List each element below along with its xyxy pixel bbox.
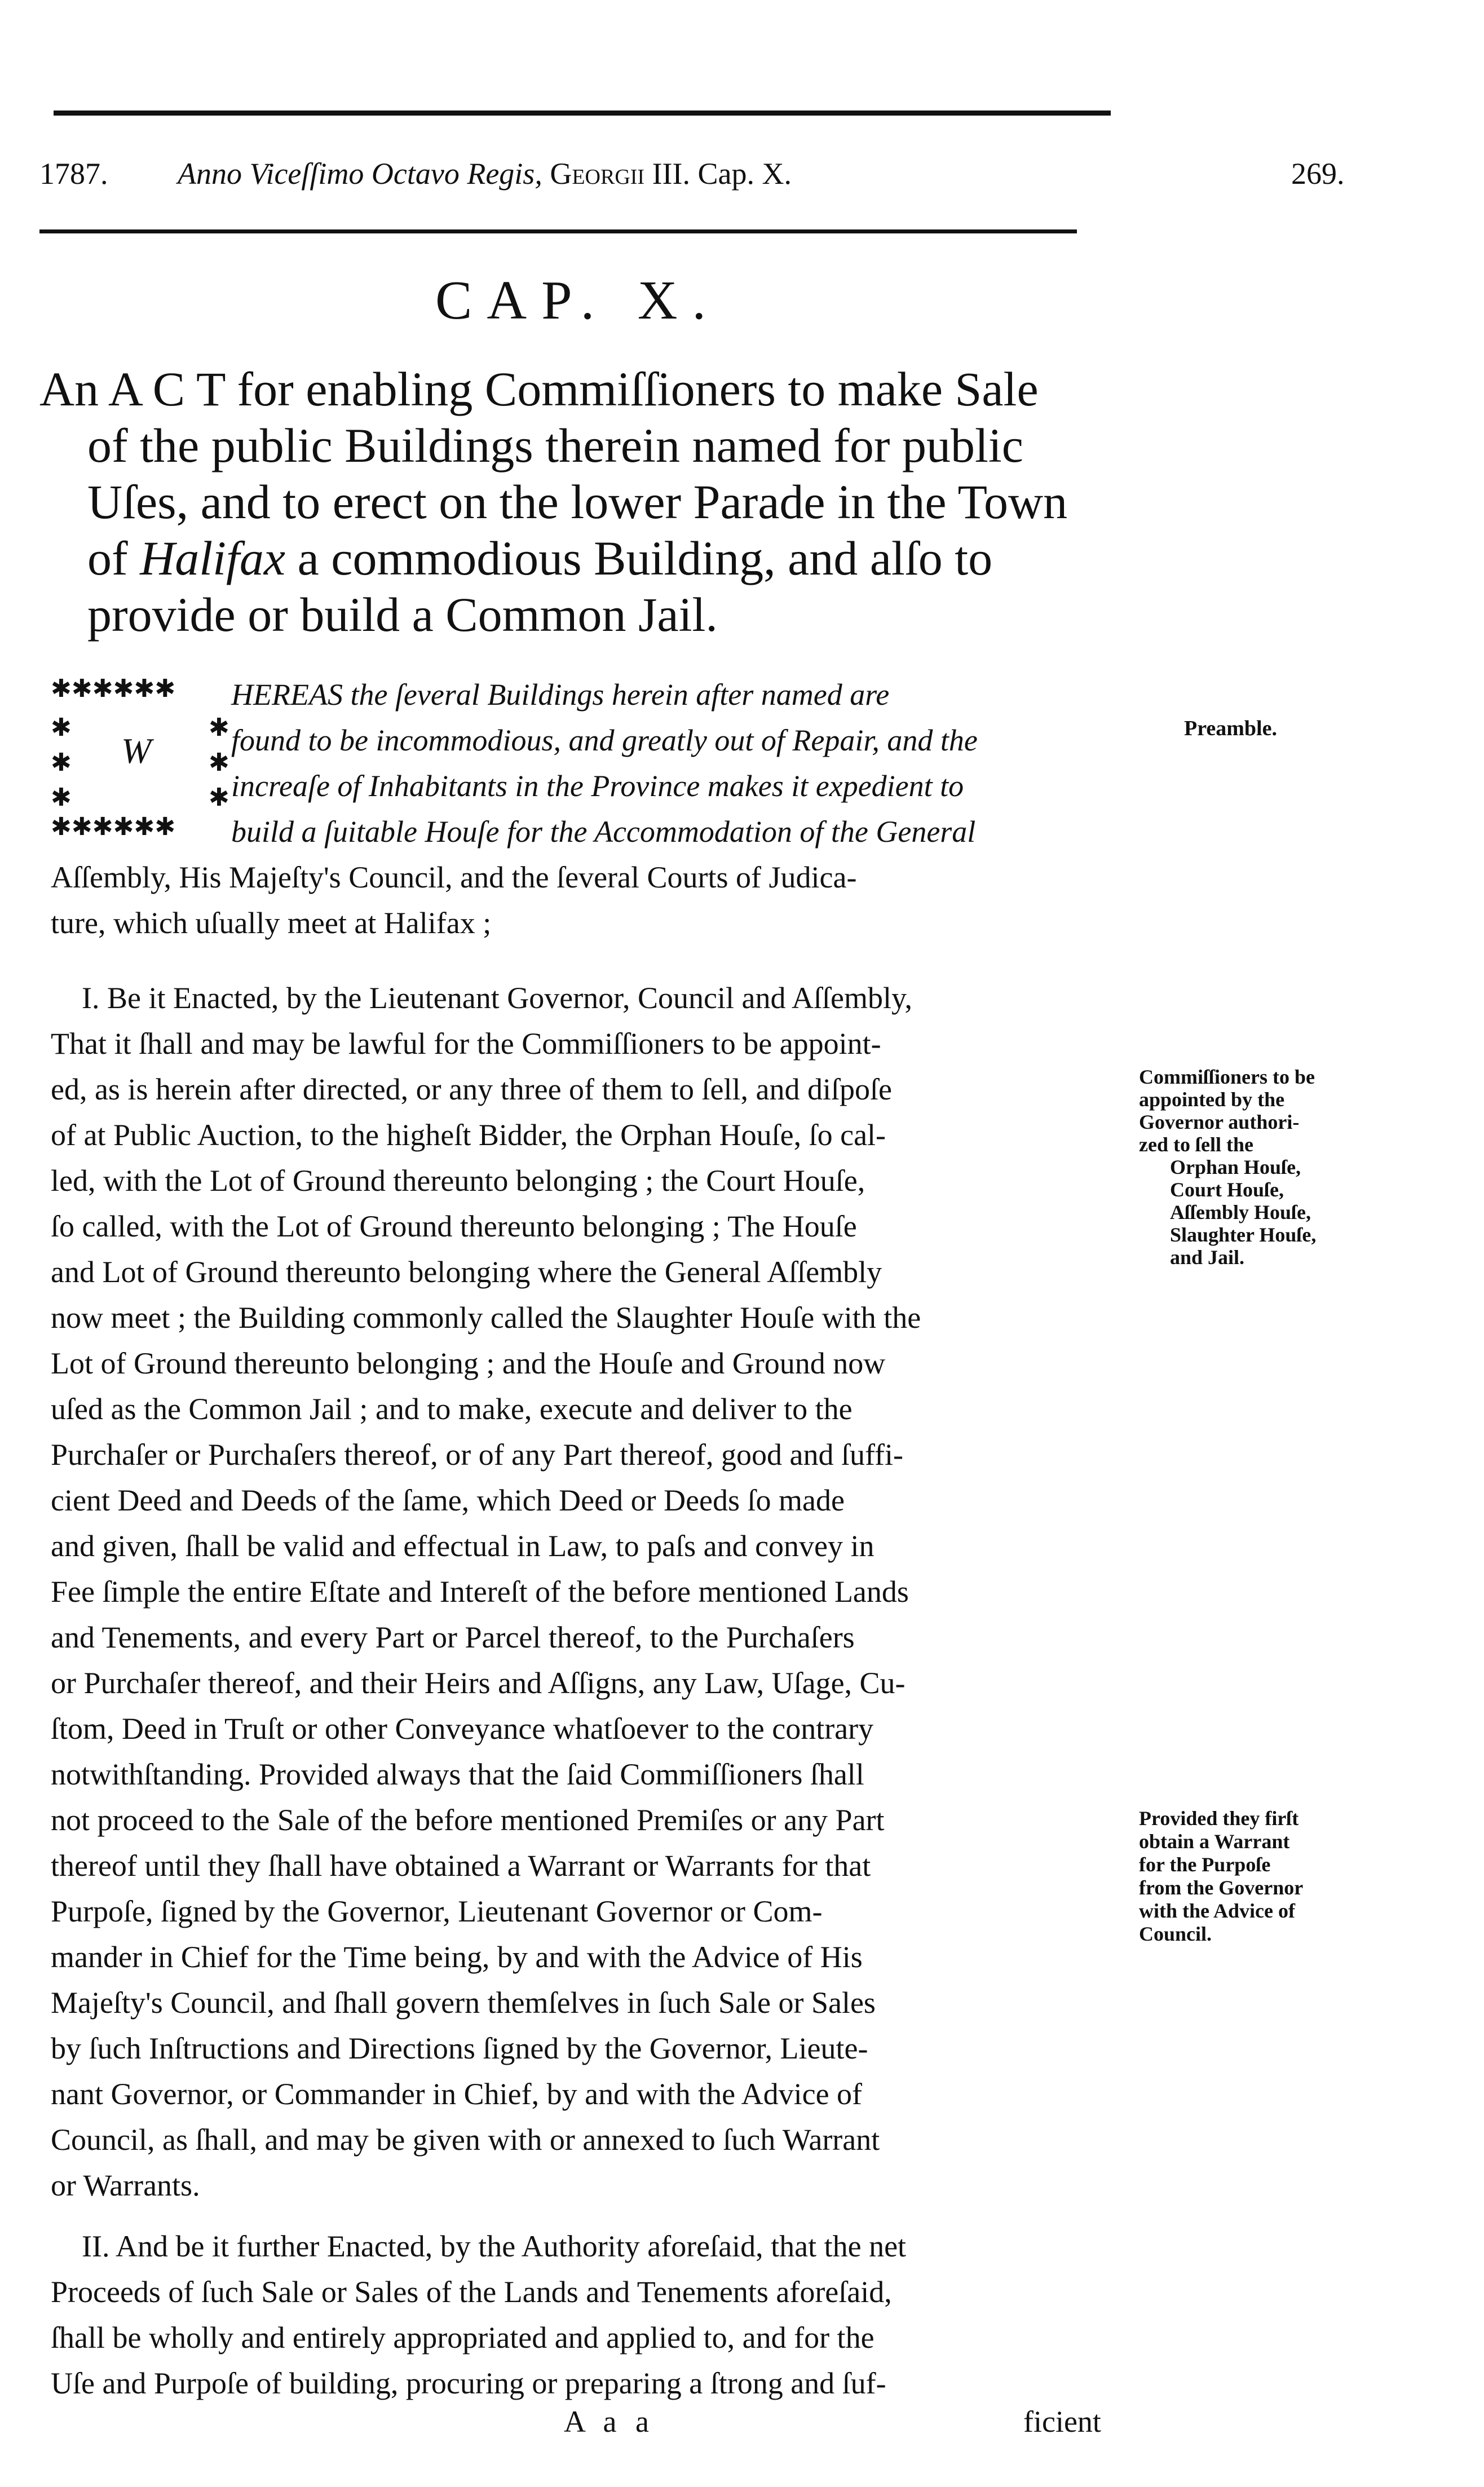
margin-note-line: Aſſembly Houſe, [1170, 1201, 1311, 1223]
margin-note-line: Orphan Houſe, [1170, 1156, 1301, 1178]
preamble-line: Aſſembly, His Majeſty's Council, and the ſeveral Courts of Judica- [51, 860, 857, 894]
section-1-line: and given, ſhall be valid and effectual in Law, to paſs and convey in [51, 1529, 874, 1563]
act-title-line: of the public Buildings therein named for public [87, 418, 1023, 472]
ornament-border-right: ✱ ✱ ✱ [209, 713, 229, 812]
section-1-line: ſo called, with the Lot of Ground thereunto belonging ; The Houſe [51, 1209, 857, 1243]
ornament-border-bottom: ✱✱✱✱✱✱ [51, 812, 176, 841]
margin-note-line: Council. [1139, 1923, 1212, 1945]
section-1-line: Purpoſe, ſigned by the Governor, Lieutenant Governor or Com- [51, 1894, 823, 1928]
section-1-line: now meet ; the Building commonly called the Slaughter Houſe with the [51, 1301, 921, 1335]
section-1-line: or Purchaſer thereof, and their Heirs and Aſſigns, any Law, Uſage, Cu- [51, 1666, 906, 1700]
page-number: 269. [1291, 157, 1345, 191]
section-1-line: I. Be it Enacted, by the Lieutenant Governor, Council and Aſſembly, [82, 981, 912, 1015]
header-rule-bottom [39, 229, 1077, 233]
act-title-line: An A C T for enabling Commiſſioners to make Sale [39, 362, 1039, 416]
margin-note-provided [1139, 1807, 1303, 1946]
margin-note-line: appointed by the [1139, 1088, 1285, 1111]
preamble-text [231, 672, 1111, 855]
margin-note-line: with the Advice of [1139, 1900, 1295, 1922]
running-title-rest: III. Cap. X. [652, 157, 792, 191]
margin-note-commissioners [1139, 1066, 1316, 1269]
ornament-border-left: ✱ ✱ ✱ [51, 713, 72, 812]
act-title [39, 361, 1145, 643]
section-1-line: and Tenements, and every Part or Parcel thereof, to the Purchaſers [51, 1620, 855, 1654]
margin-note-line: obtain a Warrant [1139, 1830, 1290, 1853]
section-1-line: That it ſhall and may be lawful for the Commiſſioners to be appoint- [51, 1027, 881, 1061]
ornamental-initial [51, 674, 237, 843]
section-1-line: nant Governor, or Commander in Chief, by and with the Advice of [51, 2077, 863, 2111]
preamble-line: increaſe of Inhabitants in the Province makes it expedient to [231, 769, 964, 803]
section-1-line: ſtom, Deed in Truſt or other Conveyance whatſoever to the contrary [51, 1712, 874, 1746]
act-title-line: Uſes, and to erect on the lower Parade in the Town [87, 475, 1068, 529]
section-2-line: Proceeds of ſuch Sale or Sales of the Lands and Tenements aforeſaid, [51, 2275, 892, 2309]
act-title-line [39, 530, 1145, 586]
section-1 [51, 975, 1111, 2208]
ornament-border-top: ✱✱✱✱✱✱ [51, 674, 176, 703]
margin-note-line: for the Purpoſe [1139, 1853, 1271, 1876]
chapter-heading: CAP. X. [435, 270, 721, 331]
section-1-line: notwithſtanding. Provided always that the ſaid Commiſſioners ſhall [51, 1757, 864, 1791]
section-1-line: uſed as the Common Jail ; and to make, execute and deliver to the [51, 1392, 853, 1426]
header-year: 1787. [39, 157, 108, 191]
section-1-line: mander in Chief for the Time being, by and with the Advice of His [51, 1940, 863, 1974]
signature-mark: A a a [564, 2405, 655, 2439]
section-1-line: of at Public Auction, to the higheſt Bidder, the Orphan Houſe, ſo cal- [51, 1118, 886, 1152]
margin-note-preamble [1184, 716, 1277, 741]
dropcap-letter: W [121, 731, 152, 771]
act-title-place: Halifax [140, 531, 286, 585]
section-2 [51, 2224, 1111, 2406]
section-1-line: and Lot of Ground thereunto belonging where the General Aſſembly [51, 1255, 882, 1289]
preamble-line: HEREAS the ſeveral Buildings herein after named are [231, 678, 890, 712]
section-1-line: Lot of Ground thereunto belonging ; and the Houſe and Ground now [51, 1346, 886, 1380]
section-2-line: ſhall be wholly and entirely appropriated and applied to, and for the [51, 2321, 874, 2355]
catchword: ficient [1023, 2405, 1101, 2439]
margin-note-line: Preamble. [1184, 717, 1277, 740]
header-rule-top [54, 111, 1111, 116]
section-2-line: Uſe and Purpoſe of building, procuring or preparing a ſtrong and ſuf- [51, 2366, 886, 2400]
section-1-line: thereof until they ſhall have obtained a Warrant or Warrants for that [51, 1849, 871, 1883]
section-1-line: Council, as ſhall, and may be given with or annexed to ſuch Warrant [51, 2123, 880, 2157]
margin-note-line: Governor authori- [1139, 1111, 1300, 1133]
section-1-line: by ſuch Inſtructions and Directions ſigned by the Governor, Lieute- [51, 2031, 868, 2065]
section-1-line: cient Deed and Deeds of the ſame, which Deed or Deeds ſo made [51, 1483, 845, 1517]
section-1-line: Majeſty's Council, and ſhall govern themſelves in ſuch Sale or Sales [51, 1986, 876, 2020]
section-1-line: Purchaſer or Purchaſers thereof, or of any Part thereof, good and ſuffi- [51, 1438, 903, 1472]
section-1-line: Fee ſimple the entire Eſtate and Intereſt of the before mentioned Lands [51, 1575, 909, 1609]
section-1-line: not proceed to the Sale of the before mentioned Premiſes or any Part [51, 1803, 885, 1837]
running-title [178, 153, 792, 194]
margin-note-line: Commiſſioners to be [1139, 1066, 1315, 1088]
act-title-word: of [87, 531, 128, 585]
act-title-line: provide or build a Common Jail. [87, 587, 718, 642]
section-2-line: II. And be it further Enacted, by the Authority aforeſaid, that the net [82, 2229, 907, 2263]
margin-note-line: and Jail. [1170, 1246, 1245, 1269]
preamble-line: ture, which uſually meet at Halifax ; [51, 906, 492, 940]
margin-note-line: Court Houſe, [1170, 1178, 1284, 1201]
preamble-line: build a ſuitable Houſe for the Accommodation of the General [231, 815, 976, 849]
running-title-king: Georgii [550, 157, 645, 191]
running-title-italic: Anno Viceſſimo Octavo Regis, [178, 157, 542, 191]
margin-note-line: Slaughter Houſe, [1170, 1223, 1317, 1246]
margin-note-line: from the Governor [1139, 1876, 1304, 1899]
section-1-line: ed, as is herein after directed, or any three of them to ſell, and diſpoſe [51, 1072, 892, 1106]
preamble-text-cont [51, 855, 1111, 946]
margin-note-line: Provided they firſt [1139, 1807, 1299, 1830]
section-1-line: led, with the Lot of Ground thereunto belonging ; the Court Houſe, [51, 1164, 865, 1198]
act-title-word: a commodious Building, and alſo to [297, 531, 993, 585]
section-1-line: or Warrants. [51, 2168, 200, 2202]
preamble-line: found to be incommodious, and greatly out of Repair, and the [231, 723, 978, 757]
margin-note-line: zed to ſell the [1139, 1133, 1253, 1156]
